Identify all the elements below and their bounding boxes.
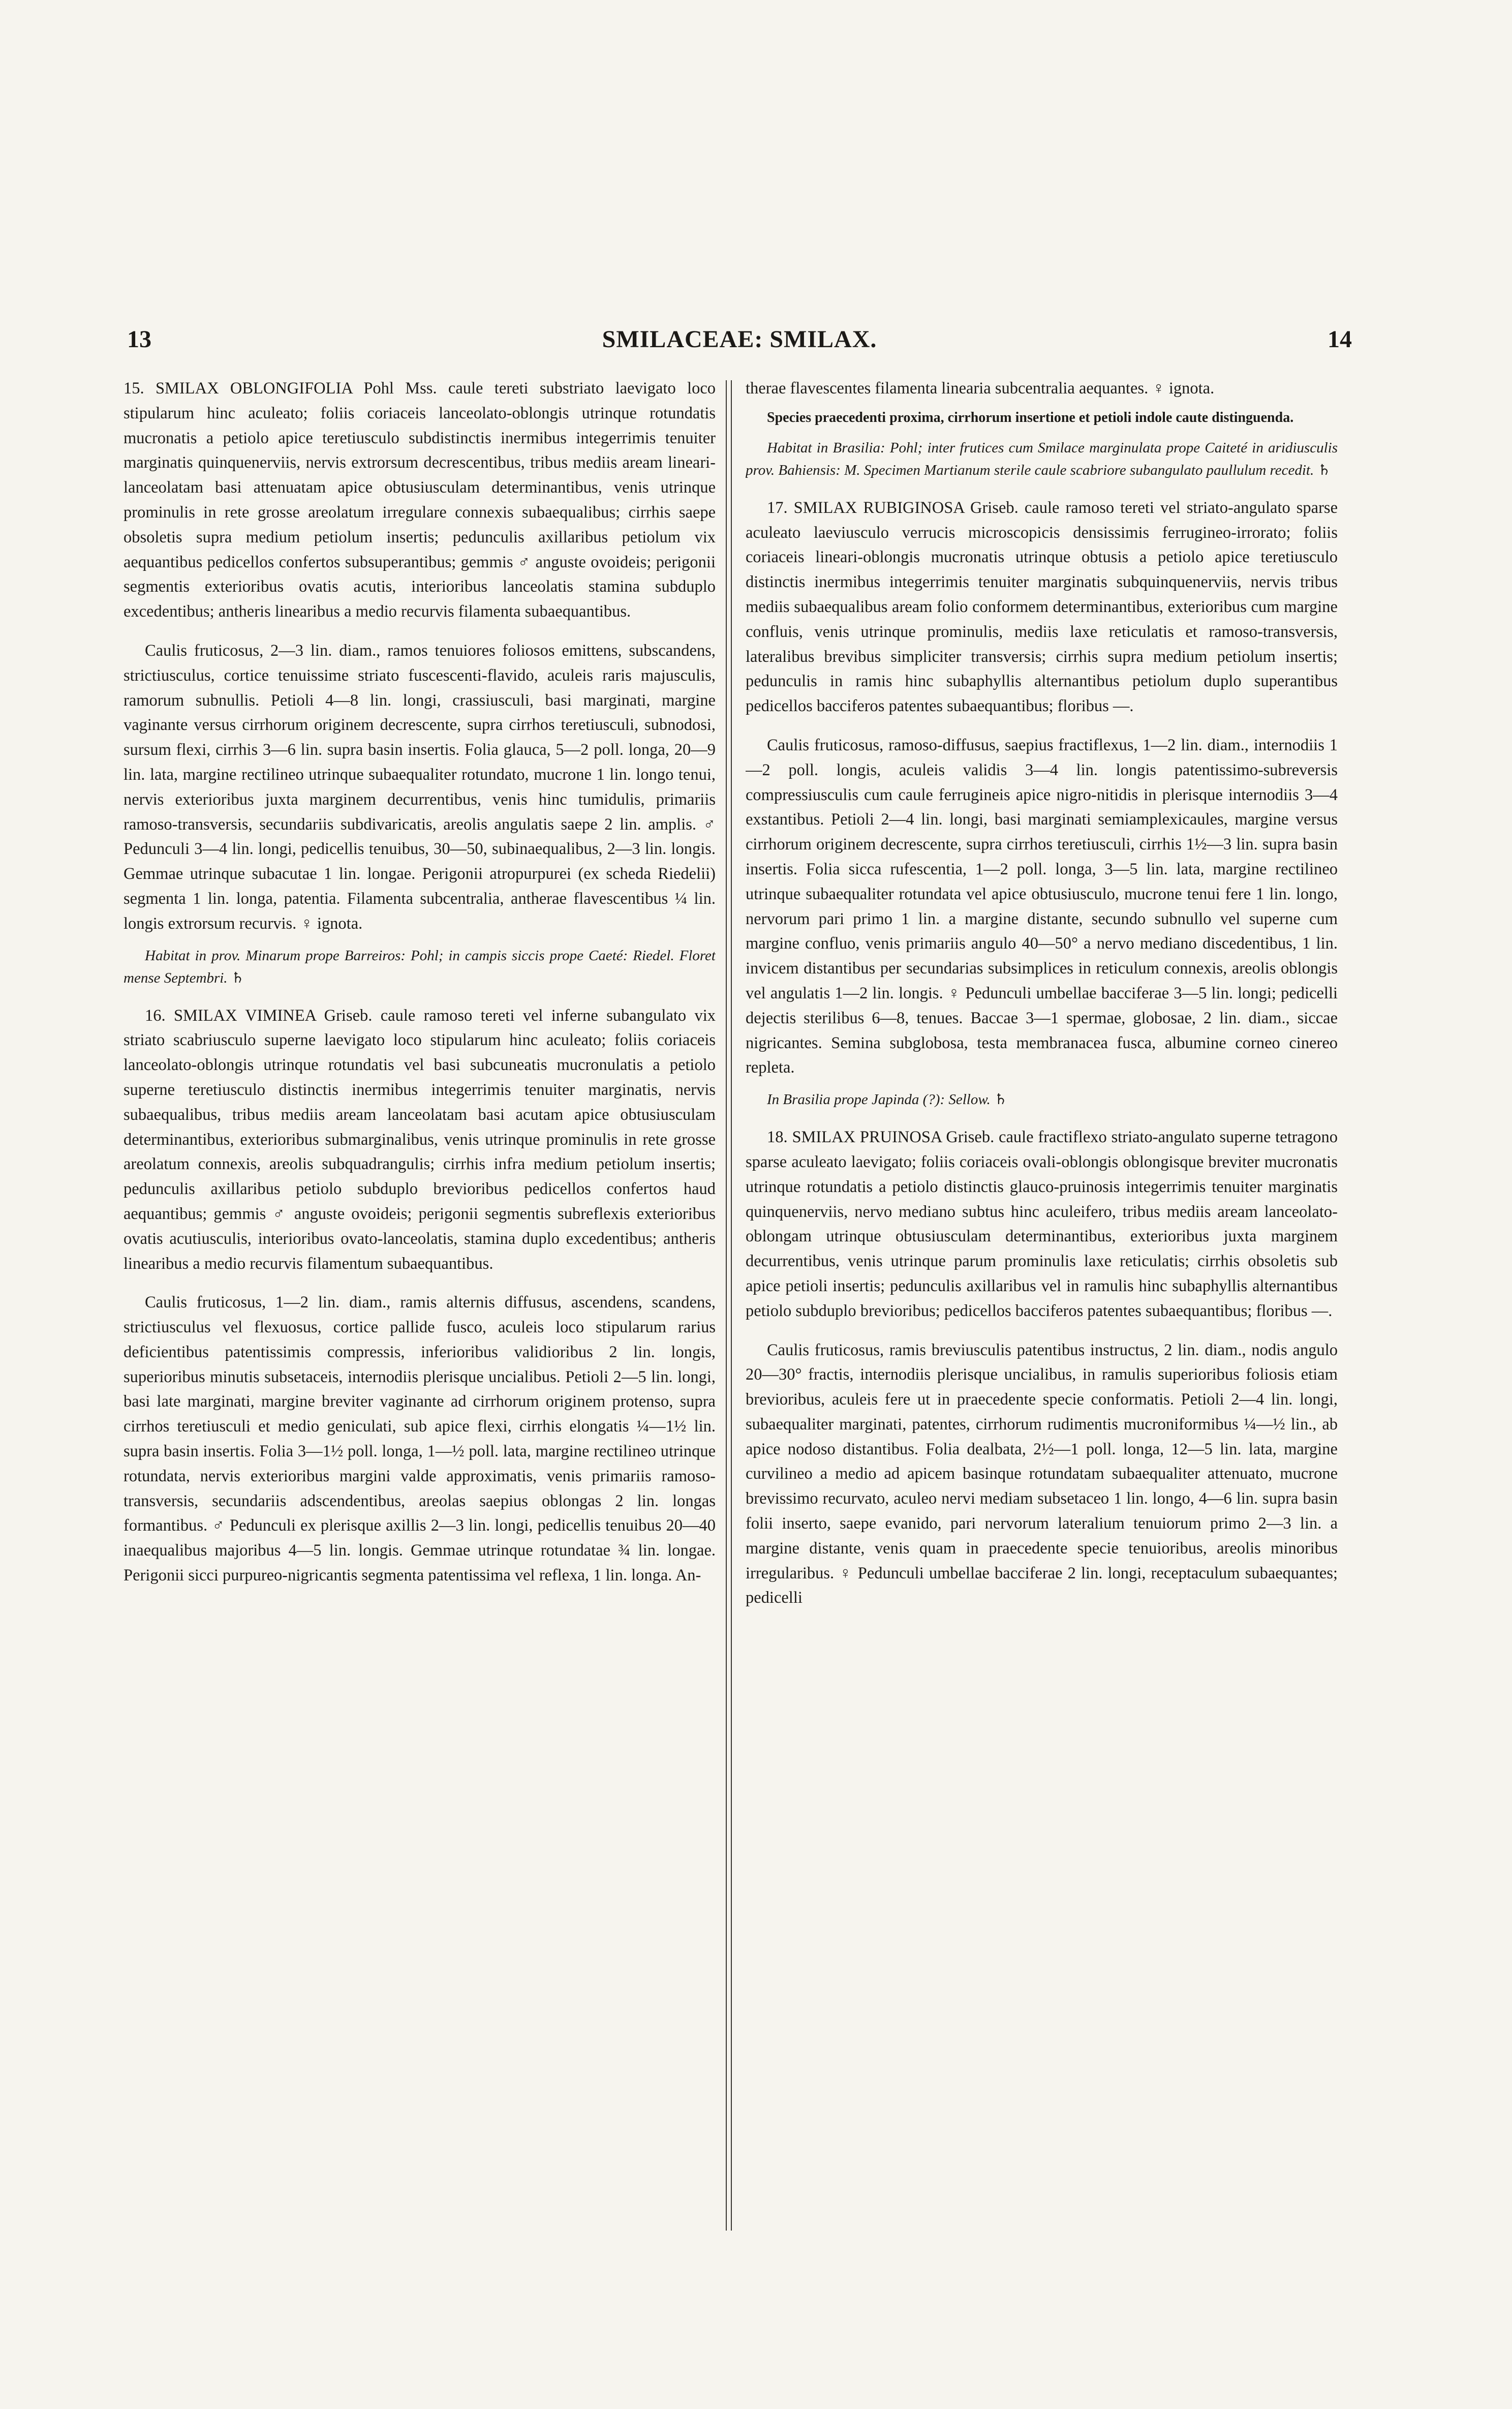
- page-header: [122, 325, 1357, 361]
- running-title: SMILACEAE: SMILAX.: [602, 326, 877, 353]
- species-16-description: Caulis fruticosus, 1—2 lin. diam., ramis alternis diffusus, ascendens, scandens, strictiusculus vel flexuosus, cortice pallide fusco, aculeis loco stipularum rarius deficientibus patentissimis compressis, inferioribus validioribus 2 lin. longis, superioribus minutis subsetaceis, internodiis plerisque uncialibus. Petioli 2—5 lin. longi, basi late marginati, margine breviter vaginante ad cirrhorum originem protenso, supra cirrhos teretiusculi et medio geniculati, sub apice flexi, cirrhis elongatis ¼—1½ lin. supra basin insertis. Folia 3—1½ poll. longa, 1—½ poll. lata, margine rectilineo utrinque rotundata, nervis exterioribus margini valde approximatis, venis primariis ramoso-transversis, secundariis adscendentibus, areolas saepius oblongas 2 lin. longas formantibus. ♂ Pedunculi ex plerisque axillis 2—3 lin. longi, pedicellis tenuibus 20—40 inaequalibus majoribus 4—5 lin. longis. Gemmae utrinque rotundatae ¾ lin. longae. Perigonii sicci purpureo-nigricantis segmenta patentissima vel reflexa, 1 lin. longa. An-: [124, 1293, 716, 1585]
- species-17-description: Caulis fruticosus, ramoso-diffusus, saepius fractiflexus, 1—2 lin. diam., internodiis 1—2 poll. longis, aculeis validis 3—4 lin. longis patentissimo-subreversis compressiusculis cum caule ferrugineis apice nigro-nitidis in plerisque internodiis 3—4 exstantibus. Petioli 2—4 lin. longi, basi marginati semiamplexicaules, margine versus cirrhorum originem decrescente, supra cirrhos teretiusculi, cirrhis 1½—3 lin. supra basin insertis. Folia sicca rufescentia, 1—2 poll. longa, 3—5 lin. lata, margine rectilineo utrinque subaequaliter rotundata vel apice obtusiusculo, mucrone tenui fere 1 lin. longo, nervorum pari primo 1 lin. a margine distante, secundo subnullo vel superne cum margine confluo, venis primariis angulo 40—50° a nervo mediano discedentibus, 1 lin. invicem distantibus per secundarias subsimplices in reticulum connexis, areolis oblongis vel angulatis 1—2 lin. longis. ♀ Pedunculi umbellae bacciferae 3—5 lin. longi; pedicelli dejectis sterilibus 6—8, tenues. Baccae 3—1 spermae, globosae, 2 lin. diam., siccae nigricantes. Semina subglobosa, testa membranacea fusca, albumine corneo cinereo repleta.: [746, 736, 1338, 1077]
- species-15-diagnosis: 15. SMILAX OBLONGIFOLIA Pohl Mss. caule tereti substriato laevigato loco stipularum hinc aculeato; foliis coriaceis lanceolato-oblongis utrinque rotundatis mucronatis a petiolo apice teretiusculo subdistinctis inermibus integerrimis tenuiter marginatis quinquenerviis, nervis extrorsum decrescentibus, tribus mediis aream lineari-lanceolatam basi attenuatam apice obtusiusculam determinantibus, venis utrinque prominulis in rete grosse areolatum irregulare connexis subaequalibus; cirrhis saepe obsoletis supra medium petiolum insertis; pedunculis axillaribus petiolum vix aequantibus pedicellos confertos subsuperantibus; gemmis ♂ anguste ovoideis; perigonii segmentis exterioribus ovatis acutis, interioribus lanceolatis stamina subduplo excedentibus; antheris linearibus a medio recurvis filamenta subaequantibus.: [124, 379, 716, 621]
- species-15-habitat: Habitat in prov. Minarum prope Barreiros: Pohl; in campis siccis prope Caeté: Riedel. Floret mense Septembri. ♄: [124, 947, 716, 986]
- species-16-note: Species praecedenti proxima, cirrhorum insertione et petioli indole caute distinguenda.: [767, 409, 1294, 425]
- species-17-diagnosis: 17. SMILAX RUBIGINOSA Griseb. caule ramoso tereti vel striato-angulato sparse aculeato laeviusculo verrucis microscopicis densissimis ferrugineo-irrorato; foliis coriaceis lineari-oblongis mucronatis utrinque obtusis a petiolo apice teretiusculo distinctis inermibus integerrimis tenuiter marginatis subquinquenerviis, nervis tribus mediis subaequalibus aream folio conformem determinantibus, exterioribus cum margine confluis, venis utrinque prominulis, mediis laxe reticulatis et ramoso-transversis, lateralibus brevibus simpliciter transversis; cirrhis supra medium petiolum insertis; pedunculis in ramis hinc subaphyllis alternantibus petiolum duplo superantibus pedicellos bacciferos patentes subaequantibus; floribus —.: [746, 498, 1338, 716]
- species-18-description: Caulis fruticosus, ramis breviusculis patentibus instructus, 2 lin. diam., nodis angulo 20—30° fractis, internodiis plerisque uncialibus, in ramulis superioribus foliosis etiam brevioribus, aculeis fere ut in praecedente specie conformatis. Petioli 2—4 lin. longi, subaequaliter marginati, patentes, cirrhorum rudimentis mucroniformibus ¼—½ lin., ab apice nodoso distantibus. Folia dealbata, 2½—1 poll. longa, 12—5 lin. lata, margine curvilineo a medio ad apicem basinque rotundatam subaequaliter attenuato, mucrone brevissimo recurvato, aculeo nervi mediam subsetaceo 1 lin. longo, 4—6 lin. supra basin folii inserto, saepe evanido, pari nervorum lateralium tenuiorum primo 2—3 lin. a margine distante, venis quam in praecedente specie tenuioribus, areolis minoribus irregularibus. ♀ Pedunculi umbellae bacciferae 2 lin. longi, receptaculum subaequantes; pedicelli: [746, 1340, 1338, 1607]
- right-column: [746, 376, 1338, 2227]
- species-18-diagnosis: 18. SMILAX PRUINOSA Griseb. caule fractiflexo striato-angulato superne tetragono sparse aculeato laevigato; foliis coriaceis ovali-oblongis oblongisque breviter mucronatis utrinque rotundatis a petiolo distinctis glauco-pruinosis integerrimis tenuiter marginatis quinquenerviis, nervo mediano subtus hinc aculeifero, tribus mediis aream lanceolato-oblongam utrinque obtusiusculam determinantibus, exterioribus juxta marginem decurrentibus, venis utrinque parum prominulis laxe reticulatis; cirrhis obsoletis sub apice petioli insertis; pedunculis axillaribus vel in ramulis hinc subaphyllis alternantibus petiolo subduplo brevioribus; pedicellos bacciferos patentes subaequantibus; floribus —.: [746, 1128, 1338, 1320]
- column-divider: [726, 380, 732, 2231]
- species-16-diagnosis: 16. SMILAX VIMINEA Griseb. caule ramoso tereti vel inferne subangulato vix striato scabriusculo superne laevigato loco stipularum hinc aculeato; foliis coriaceis lanceolato-oblongis utrinque rotundatis vel basi subcuneatis mucronulatis a petiolo superne teretiusculo distinctis inermibus integerrimis tenuiter marginatis, nervis subaequalibus, tribus mediis aream lanceolatam basi acutam apice obtusiusculam determinantibus, exterioribus submarginalibus, venis utrinque prominulis in rete grosse areolatum connexis, areolis subquadrangulis; cirrhis infra medium petiolum insertis; pedunculis axillaribus petiolo subduplo brevioribus pedicellos confertos haud aequantibus; gemmis ♂ anguste ovoideis; perigonii segmentis subreflexis exterioribus ovatis acutiusculis, interioribus ovato-lanceolatis, stamina duplo excedentibus; antheris linearibus a medio recurvis filamentum subaequantibus.: [124, 1006, 716, 1273]
- left-column: [124, 376, 716, 2227]
- species-16-habitat: Habitat in Brasilia: Pohl; inter frutices cum Smilace marginulata prope Caiteté in aridiusculis prov. Bahiensis: M. Specimen Martianum sterile caule scabriore subangulato paullulum recedit. ♄: [746, 439, 1338, 478]
- species-17-habitat: In Brasilia prope Japinda (?): Sellow. ♄: [767, 1091, 1008, 1108]
- page-number-right: 14: [1328, 326, 1352, 353]
- species-16-description-end: therae flavescentes filamenta linearia subcentralia aequantes. ♀ ignota.: [746, 379, 1215, 398]
- species-15-description: Caulis fruticosus, 2—3 lin. diam., ramos tenuiores foliosos emittens, subscandens, strictiusculus, cortice tenuissime striato fuscescenti-flavido, aculeis raris majusculis, ramorum subnullis. Petioli 4—8 lin. longi, crassiusculi, basi marginati, margine vaginante versus cirrhorum originem decrescente, supra cirrhos teretiusculi, subnodosi, sursum flexi, cirrhis 3—6 lin. supra basin insertis. Folia glauca, 5—2 poll. longa, 20—9 lin. lata, margine rectilineo utrinque subaequaliter rotundato, mucrone 1 lin. longo tenui, nervis exterioribus juxta marginem decurrentibus, venis hinc tumidulis, primariis ramoso-transversis, secundariis subdivaricatis, areolis angulatis saepe 2 lin. amplis. ♂ Pedunculi 3—4 lin. longi, pedicellis tenuibus, 30—50, subinaequalibus, 2—3 lin. longis. Gemmae utrinque subacutae 1 lin. longae. Perigonii atropurpurei (ex scheda Riedelii) segmenta 1 lin. longa, patentia. Filamenta subcentralia, antherae flavescentibus ¼ lin. longis extrorsum recurvis. ♀ ignota.: [124, 641, 716, 933]
- page-number-left: 13: [127, 326, 151, 353]
